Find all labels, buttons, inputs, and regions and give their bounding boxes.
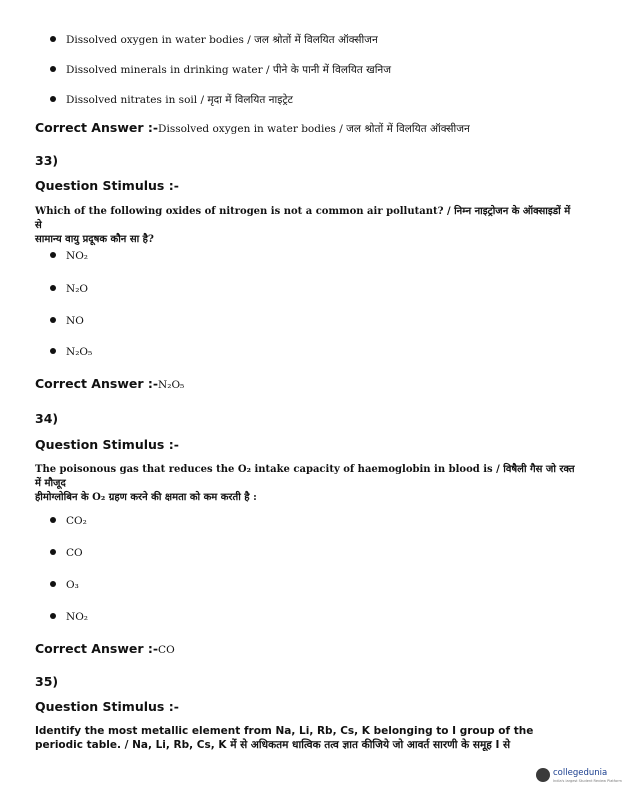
- option-text: Dissolved oxygen in water bodies / जल श्रोतों में विलयित ऑक्सीजन: [66, 34, 378, 46]
- option-text: CO₂: [66, 515, 87, 527]
- question-number: 34): [35, 411, 59, 426]
- option-text: CO: [66, 547, 83, 559]
- option-item: [50, 250, 88, 262]
- option-text: Dissolved minerals in drinking water / पीने के पानी में विलयित खनिज: [66, 64, 392, 76]
- option-text: N₂O₅: [66, 346, 93, 358]
- option-item: [50, 346, 92, 358]
- option-item: [50, 315, 84, 327]
- question-stimulus-label: Question Stimulus :-: [35, 178, 179, 193]
- question-text-line: Identify the most metallic element from Na, Li, Rb, Cs, K belonging to I group of the: [35, 725, 534, 737]
- correct-answer-label: Correct Answer :-: [35, 641, 159, 656]
- question-text: [35, 724, 580, 752]
- mascot-icon: [536, 768, 550, 782]
- option-item: [50, 515, 87, 527]
- correct-answer-value: CO: [158, 644, 175, 656]
- option-text: N₂O: [66, 283, 89, 295]
- bullet-icon: [50, 285, 56, 291]
- question-text-line: The poisonous gas that reduces the O₂ intake capacity of haemoglobin in blood is / विषैली गैस जो रक्त में मौजूद: [35, 464, 575, 489]
- question-stimulus-label: Question Stimulus :-: [35, 437, 179, 452]
- option-item: [50, 611, 88, 623]
- collegedunia-logo: [536, 764, 622, 792]
- correct-answer-label: Correct Answer :-: [35, 376, 159, 391]
- correct-answer-value: Dissolved oxygen in water bodies / जल श्रोतों में विलयित ऑक्सीजन: [158, 123, 470, 135]
- question-text-line: periodic table. / Na, Li, Rb, Cs, K में से अधिकतम धात्विक तत्व ज्ञात कीजिये जो आवर्त सारणी के समूह I से: [35, 739, 511, 751]
- bullet-icon: [50, 613, 56, 619]
- correct-answer-label: Correct Answer :-: [35, 120, 159, 135]
- question-text-line: Which of the following oxides of nitrogen is not a common air pollutant? / निम्न नाइट्रोजन के ऑक्साइडों में से: [35, 206, 571, 231]
- option-item: [50, 547, 83, 559]
- correct-answer-value: N₂O₅: [158, 379, 185, 391]
- question-text-line: सामान्य वायु प्रदूषक कौन सा है?: [35, 234, 154, 245]
- logo-tagline: India's largest Student Review Platform: [553, 779, 622, 783]
- question-text: [35, 463, 580, 505]
- bullet-icon: [50, 252, 56, 258]
- bullet-icon: [50, 317, 56, 323]
- option-item: [50, 63, 391, 77]
- option-text: Dissolved nitrates in soil / मृदा में विलयित नाइट्रेट: [66, 94, 293, 106]
- question-stimulus-label: Question Stimulus :-: [35, 699, 179, 714]
- option-item: [50, 579, 79, 591]
- question-number: 35): [35, 674, 59, 689]
- bullet-icon: [50, 36, 56, 42]
- option-item: [50, 283, 88, 295]
- question-number: 33): [35, 153, 59, 168]
- option-text: NO₂: [66, 250, 89, 262]
- bullet-icon: [50, 348, 56, 354]
- bullet-icon: [50, 581, 56, 587]
- option-text: NO₂: [66, 611, 89, 623]
- option-text: NO: [66, 315, 84, 327]
- bullet-icon: [50, 549, 56, 555]
- bullet-icon: [50, 517, 56, 523]
- question-text: [35, 205, 580, 247]
- option-item: [50, 33, 378, 47]
- correct-answer: [35, 641, 175, 656]
- logo-name: collegedunia: [553, 768, 608, 778]
- bullet-icon: [50, 96, 56, 102]
- option-text: O₃: [66, 579, 79, 591]
- option-item: [50, 93, 293, 107]
- correct-answer: [35, 376, 184, 391]
- correct-answer: [35, 120, 470, 136]
- bullet-icon: [50, 66, 56, 72]
- question-text-line: हीमोग्लोबिन के O₂ ग्रहण करने की क्षमता को कम करती है :: [35, 492, 257, 503]
